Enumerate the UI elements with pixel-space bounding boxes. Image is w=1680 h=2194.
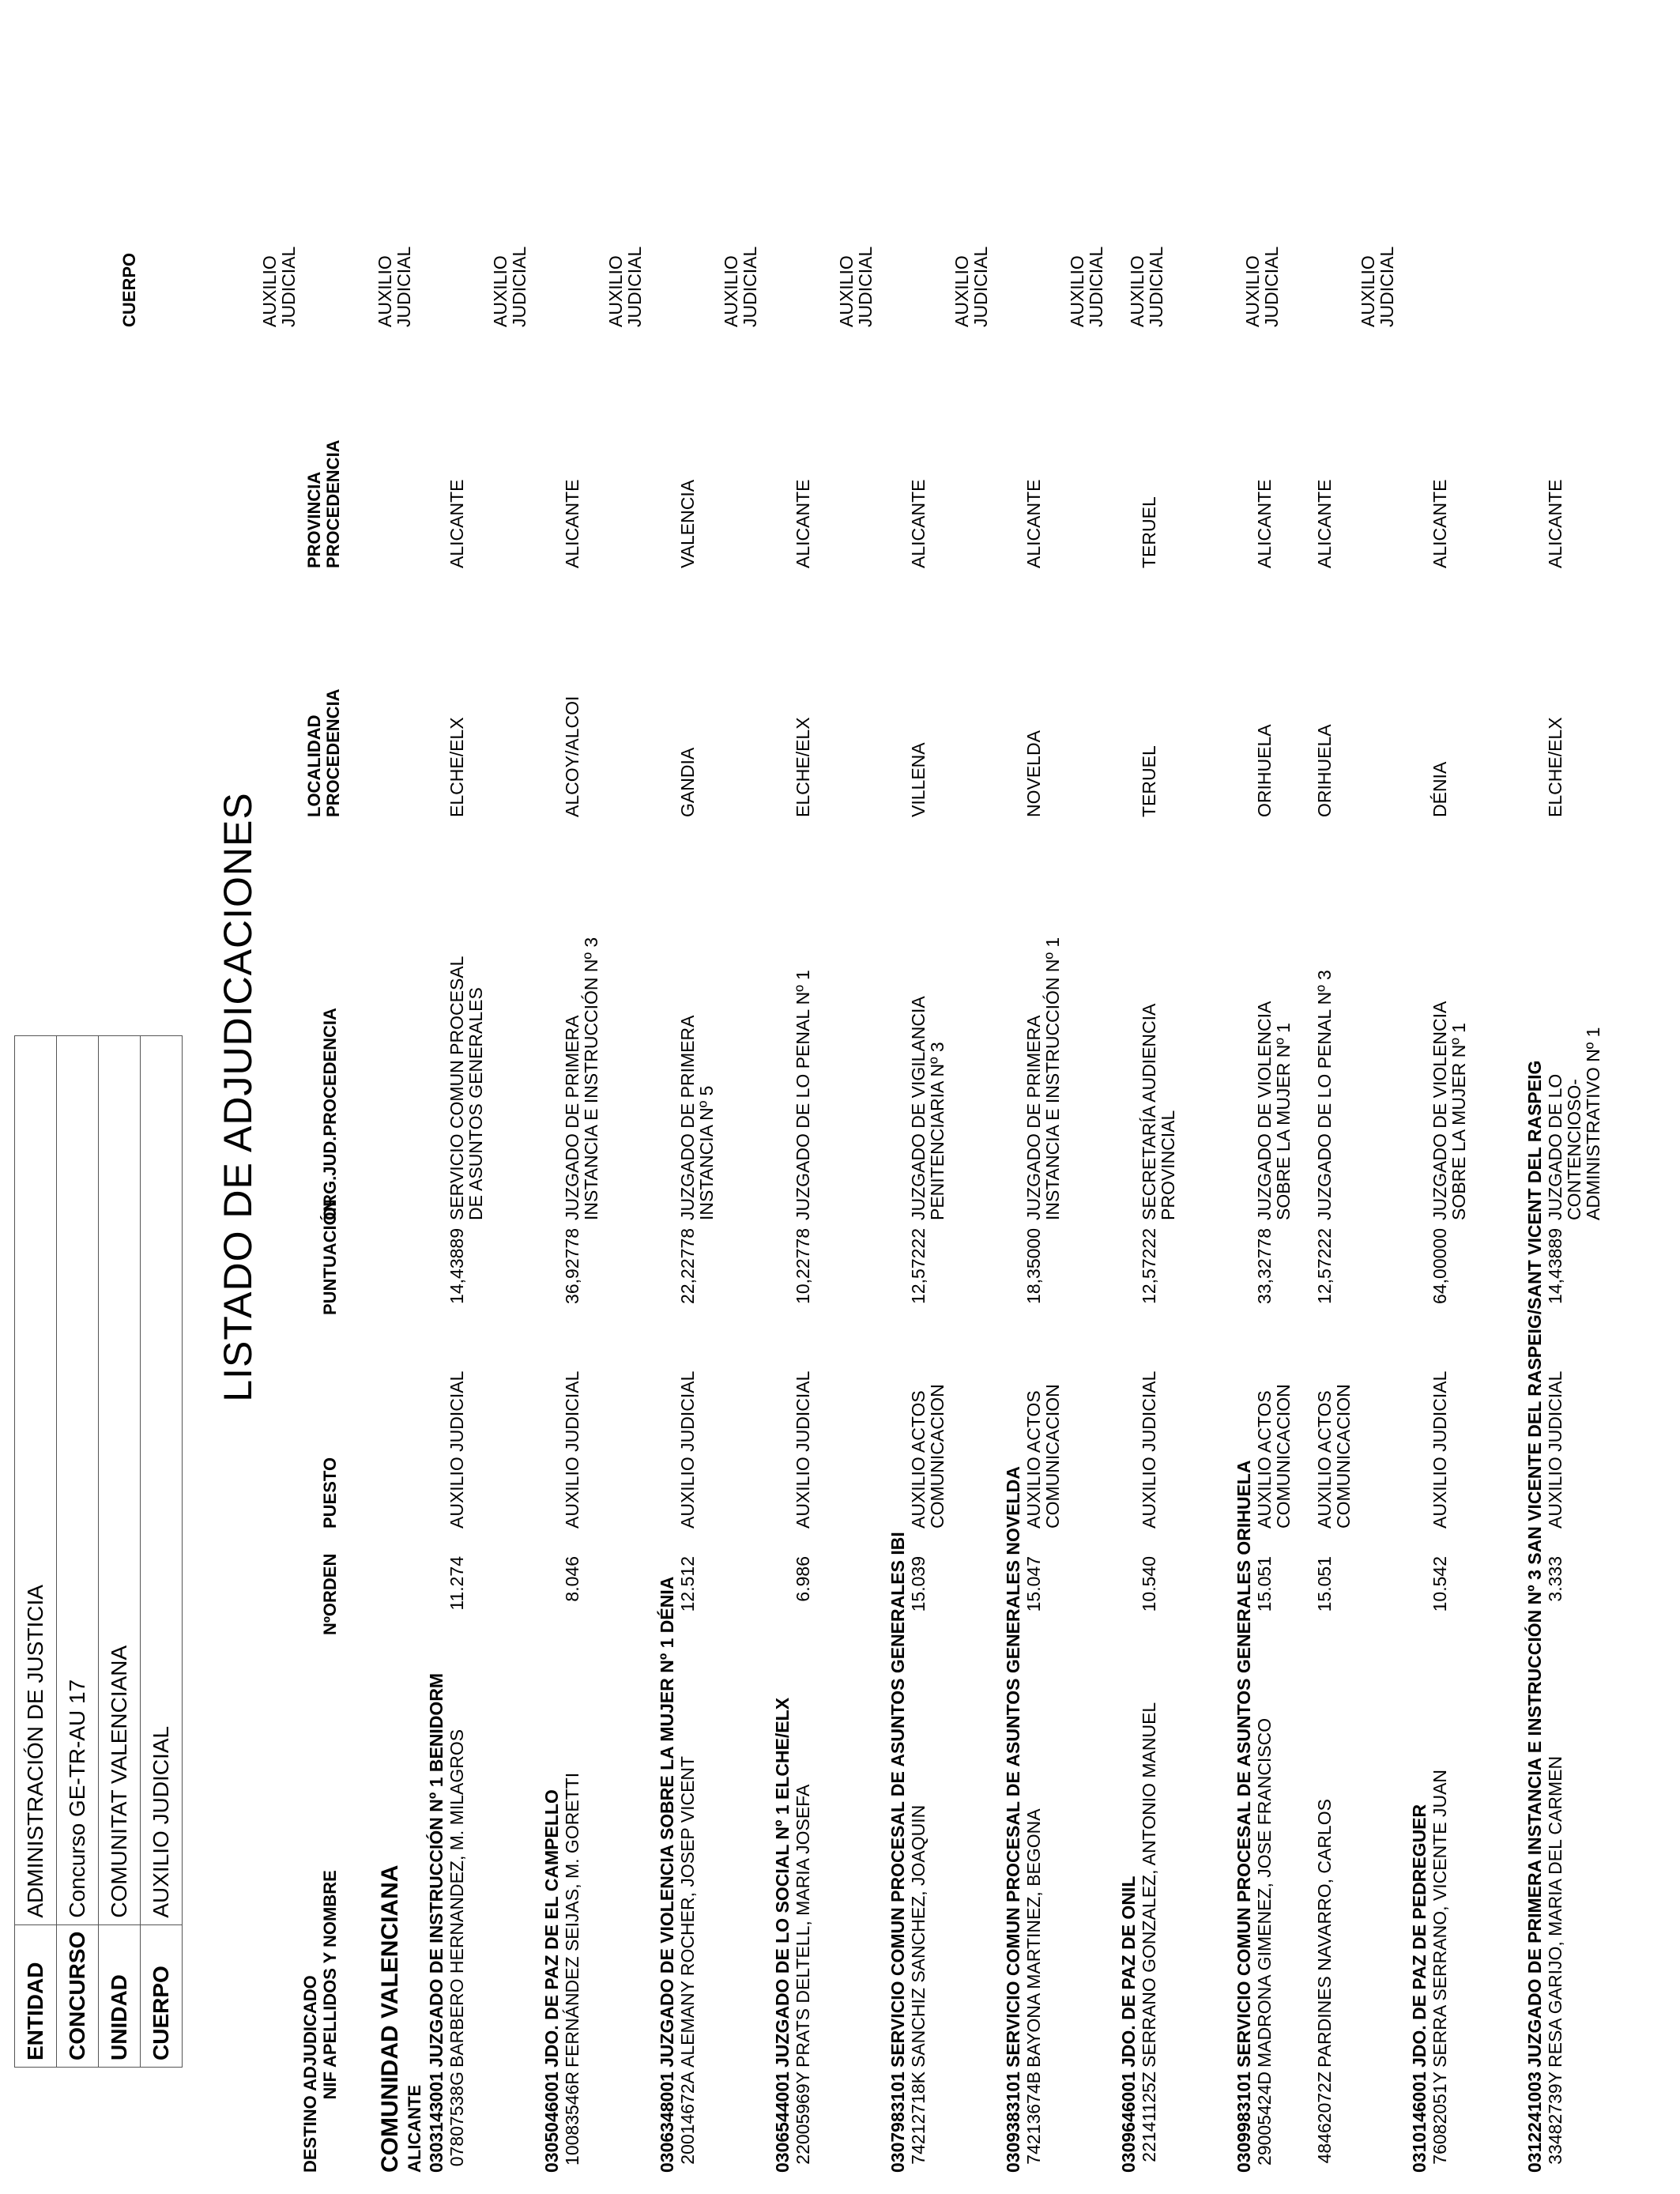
org-cell [1546,1027,1603,1220]
destination-name: SERVICIO COMUN PROCESAL DE ASUNTOS GENERALES NOVELDA [1003,1466,1023,2068]
info-row-unidad [99,1035,141,2067]
destination-code: 0306348001 [657,2071,677,2173]
org-cell [1139,1004,1177,1220]
puesto-cell-line: AUXILIO ACTOS [908,1390,929,1529]
provincia-cell: ALICANTE [1023,479,1044,568]
destination-code: 0305046001 [541,2071,562,2173]
orden-cell: 12.512 [677,1556,698,1612]
cuerpo-cell-line: AUXILIO [605,255,626,327]
puntuacion-cell: 14,43889 [1545,1228,1565,1304]
page-title: LISTADO DE ADJUDICACIONES [216,792,260,1402]
cuerpo-cell-line: JUDICIAL [1086,246,1106,327]
name-cell: BAYONA MARTINEZ, BEGONA [1023,1808,1044,2068]
org-cell [447,956,485,1220]
puesto-cell [678,1371,697,1529]
puntuacion-cell: 36,92778 [562,1228,582,1304]
org-cell-line: JUZGADO DE LO PENAL Nº 1 [793,970,813,1220]
puntuacion-cell: 33,32778 [1254,1228,1275,1304]
cuerpo-cell [952,247,990,327]
org-cell-line: SOBRE LA MUJER Nº 1 [1273,1023,1294,1220]
localidad-cell: ELCHE/ELX [446,717,467,817]
org-cell [793,970,812,1220]
puesto-cell [1546,1371,1565,1529]
puesto-cell-line: AUXILIO JUDICIAL [793,1370,813,1529]
cuerpo-cell-line: AUXILIO [1242,255,1263,327]
org-cell [1024,937,1062,1220]
cuerpo-cell-line: AUXILIO [721,255,741,327]
puesto-cell [447,1371,466,1529]
col-localidad-line2: PROCEDENCIA [323,688,343,817]
col-puesto: PUESTO [320,1457,340,1529]
info-row-cuerpo [141,1035,183,2067]
info-key: ENTIDAD [15,1924,57,2067]
info-row-entidad [15,1035,57,2067]
org-cell-line: JUZGADO DE PRIMERA [1023,1015,1044,1220]
info-key: CUERPO [141,1924,183,2067]
name-cell: SANCHIZ SANCHEZ, JOAQUIN [908,1804,929,2068]
destination-name: JUZGADO DE PRIMERA INSTANCIA E INSTRUCCIÓN Nº 3 SAN VICENTE DEL RASPEIG/SANT VICENT DEL RASPEIG [1524,1060,1545,2068]
destination-code: 0309646001 [1118,2071,1139,2173]
org-cell [1255,1001,1293,1220]
puesto-cell [563,1371,582,1529]
puesto-cell-line: AUXILIO JUDICIAL [1139,1370,1159,1529]
cuerpo-cell-line: JUDICIAL [624,246,645,327]
destination-code: 0309383101 [1003,2071,1023,2173]
localidad-cell: NOVELDA [1023,730,1044,817]
org-cell [1430,1001,1468,1220]
name-cell: ALEMANY ROCHER, JOSEP VICENT [677,1755,698,2068]
puntuacion-cell: 18,35000 [1023,1228,1044,1304]
puesto-cell-line: COMUNICACION [1333,1384,1354,1529]
destination-code: 0303143001 [426,2071,446,2173]
puesto-cell [1315,1384,1353,1529]
puesto-cell-line: COMUNICACION [1042,1384,1063,1529]
cuerpo-cell-line: AUXILIO [1127,255,1147,327]
orden-cell: 3.333 [1545,1556,1565,1602]
puesto-cell-line: AUXILIO JUDICIAL [1545,1370,1565,1529]
nif-cell: 48462072Z [1314,2071,1335,2164]
puesto-cell [1430,1371,1449,1529]
nif-cell: 76082051Y [1430,2071,1450,2165]
puesto-cell-line: AUXILIO JUDICIAL [1430,1370,1450,1529]
cuerpo-cell [1243,247,1281,327]
name-cell: BARBERO HERNANDEZ, M. MILAGROS [446,1728,467,2068]
provincia-cell: VALENCIA [677,479,698,568]
col-org: ORG.JUD.PROCEDENCIA [320,1008,340,1220]
info-row-concurso [57,1035,99,2067]
provincia-cell: ALICANTE [1430,479,1450,568]
puesto-cell-line: AUXILIO ACTOS [1314,1390,1335,1529]
orden-cell: 11.274 [446,1556,467,1611]
nif-cell: 20014672A [677,2071,698,2165]
puesto-cell-line: COMUNICACION [927,1384,947,1529]
org-cell-line: JUZGADO DE VIOLENCIA [1254,1001,1275,1220]
localidad-cell: TERUEL [1139,745,1159,817]
puntuacion-cell: 22,22778 [677,1228,698,1304]
localidad-cell: ELCHE/ELX [793,717,813,817]
puesto-cell [1139,1371,1158,1529]
puesto-cell-line: AUXILIO ACTOS [1023,1390,1044,1529]
col-localidad-line1: LOCALIDAD [304,714,324,817]
provincia-cell: ALICANTE [1545,479,1565,568]
col-cuerpo: CUERPO [119,252,139,327]
puesto-cell [793,1371,812,1529]
puesto-cell [1255,1384,1293,1529]
localidad-cell: GANDIA [677,747,698,817]
cuerpo-cell-line: JUDICIAL [1261,246,1282,327]
cuerpo-cell-line: JUDICIAL [1377,246,1397,327]
localidad-cell: ALCOY/ALCOI [562,696,582,817]
puntuacion-cell: 12,57222 [1314,1228,1335,1304]
destination-header [887,0,909,2173]
destino-label: DESTINO ADJUDICADO [300,1975,320,2173]
org-cell-line: CONTENCIOSO- [1564,1079,1584,1220]
org-cell-line: INSTANCIA E INSTRUCCIÓN Nº 3 [581,937,601,1220]
info-value: AUXILIO JUDICIAL [141,1035,183,1924]
cuerpo-cell-line: JUDICIAL [509,246,529,327]
info-value: ADMINISTRACIÓN DE JUSTICIA [15,1035,57,1924]
info-key: UNIDAD [99,1924,141,2067]
info-key: CONCURSO [57,1924,99,2067]
orden-cell: 15.047 [1023,1556,1044,1612]
org-cell-line: SOBRE LA MUJER Nº 1 [1448,1023,1469,1220]
org-cell-line: JUZGADO DE PRIMERA [562,1015,582,1220]
col-localidad [305,688,343,817]
orden-cell: 15.051 [1314,1556,1335,1612]
province-label: ALICANTE [405,2084,424,2173]
destination-name: JUZGADO DE INSTRUCCIÓN Nº 1 BENIDORM [426,1672,446,2068]
org-cell-line: JUZGADO DE LO [1545,1073,1565,1220]
nif-cell: 10083546R [562,2071,582,2166]
provincia-cell: ALICANTE [793,479,813,568]
org-cell [678,1016,716,1220]
org-cell-line: JUZGADO DE VIOLENCIA [1430,1001,1450,1220]
cuerpo-cell-line: JUDICIAL [278,246,299,327]
destination-header [656,0,678,2173]
col-provincia-line1: PROVINCIA [304,471,324,568]
nif-cell: 33482739Y [1545,2071,1565,2165]
orden-cell: 10.542 [1430,1556,1450,1612]
provincia-cell: TERUEL [1139,496,1159,568]
name-cell: SERRANO GONZALEZ, ANTONIO MANUEL [1139,1702,1159,2068]
destination-header [541,0,563,2173]
orden-cell: 10.540 [1139,1556,1159,1612]
org-cell-line: PROVINCIAL [1158,1110,1178,1220]
org-cell-line: INSTANCIA E INSTRUCCIÓN Nº 1 [1042,937,1063,1220]
cuerpo-cell-line: AUXILIO [836,255,857,327]
localidad-cell: VILLENA [908,742,929,817]
col-provincia [305,439,343,568]
col-puntuacion: PUNTUACIÓN [320,1199,340,1315]
name-cell: PRATS DELTELL, MARIA JOSEFA [793,1784,813,2068]
name-cell: FERNÁNDEZ SEIJAS, M. GORETTI [562,1772,582,2068]
nif-cell: 22005969Y [793,2071,813,2165]
org-cell [1315,970,1334,1220]
puntuacion-cell: 12,57222 [1139,1228,1159,1304]
puesto-cell-line: AUXILIO JUDICIAL [677,1370,698,1529]
destination-header [1002,0,1024,2173]
cuerpo-cell-line: AUXILIO [1358,255,1378,327]
destination-code: 0310146001 [1409,2071,1430,2173]
org-cell-line: PENITENCIARIA Nº 3 [927,1042,947,1220]
puesto-cell-line: AUXILIO JUDICIAL [562,1370,582,1529]
cuerpo-cell-line: AUXILIO [490,255,510,327]
puesto-cell-line: AUXILIO ACTOS [1254,1390,1275,1529]
col-orden: NºORDEN [320,1553,340,1635]
org-cell-line: ADMINISTRATIVO Nº 1 [1583,1027,1603,1220]
org-cell-line: JUZGADO DE VIGILANCIA [908,996,929,1220]
provincia-cell: ALICANTE [446,479,467,568]
cuerpo-cell-line: JUDICIAL [394,246,414,327]
destination-header [1408,0,1430,2173]
orden-cell: 6.986 [793,1556,813,1602]
col-nif: NIF [320,2071,340,2100]
nif-cell: 07807538G [446,2071,467,2167]
destination-name: JDO. DE PAZ DE EL CAMPELLO [541,1789,562,2068]
cuerpo-cell [260,247,298,327]
info-value: COMUNITAT VALENCIANA [99,1035,141,1924]
orden-cell: 15.039 [908,1556,929,1612]
destination-header [771,0,793,2173]
orden-cell: 8.046 [562,1556,582,1602]
name-cell: SERRA SERRANO, VICENTE JUAN [1430,1769,1450,2068]
org-cell-line: SECRETARÍA AUDIENCIA [1139,1003,1159,1220]
cuerpo-cell [1358,247,1396,327]
destination-header [425,0,447,2173]
provincia-cell: ALICANTE [1314,479,1335,568]
provincia-cell: ALICANTE [1254,479,1275,568]
col-name: APELLIDOS Y NOMBRE [320,1870,340,2068]
org-cell [563,937,601,1220]
destination-code: 0306544001 [772,2071,793,2173]
destination-name: JDO. DE PAZ DE ONIL [1118,1875,1139,2068]
region-label: COMUNIDAD VALENCIANA [377,1864,403,2173]
orden-cell: 15.051 [1254,1556,1275,1612]
cuerpo-cell-line: AUXILIO [375,255,395,327]
col-provincia-line2: PROCEDENCIA [323,439,343,568]
puesto-cell [909,1384,947,1529]
cuerpo-cell [837,247,875,327]
cuerpo-cell-line: JUDICIAL [1146,246,1166,327]
org-cell-line: JUZGADO DE LO PENAL Nº 3 [1314,970,1335,1220]
destination-name: JDO. DE PAZ DE PEDREGUER [1409,1804,1430,2068]
info-value: Concurso GE-TR-AU 17 [57,1035,99,1924]
cuerpo-cell-line: AUXILIO [1067,255,1087,327]
provincia-cell: ALICANTE [908,479,929,568]
name-cell: PARDINES NAVARRO, CARLOS [1314,1799,1335,2068]
nif-cell: 74213674B [1023,2071,1044,2165]
cuerpo-cell [606,247,644,327]
destination-name: JUZGADO DE LO SOCIAL Nº 1 ELCHE/ELX [772,1697,793,2068]
cuerpo-cell [491,247,529,327]
localidad-cell: ORIHUELA [1254,724,1275,817]
puntuacion-cell: 14,43889 [446,1228,467,1304]
puesto-cell [1024,1384,1062,1529]
nif-cell: 22141125Z [1139,2071,1159,2162]
cuerpo-cell-line: JUDICIAL [740,246,760,327]
org-cell-line: SERVICIO COMUN PROCESAL [446,956,467,1220]
provincia-cell: ALICANTE [562,479,582,568]
cuerpo-cell-line: JUDICIAL [855,246,876,327]
name-cell: RESA GARIJO, MARIA DEL CARMEN [1545,1755,1565,2068]
org-cell-line: INSTANCIA Nº 5 [696,1085,717,1220]
org-cell-line: DE ASUNTOS GENERALES [465,987,486,1220]
nif-cell: 29005424D [1254,2071,1275,2166]
destination-header [1524,0,1546,2173]
name-cell: MADRONA GIMENEZ, JOSE FRANCISCO [1254,1717,1275,2068]
puntuacion-cell: 10,22778 [793,1228,813,1304]
destination-name: SERVICIO COMUN PROCESAL DE ASUNTOS GENERALES IBI [887,1532,908,2068]
org-cell-line: JUZGADO DE PRIMERA [677,1015,698,1220]
destination-code: 0312241003 [1524,2071,1545,2173]
cuerpo-cell-line: JUDICIAL [970,246,991,327]
destination-name: SERVICIO COMUN PROCESAL DE ASUNTOS GENERALES ORIHUELA [1234,1460,1254,2068]
localidad-cell: ELCHE/ELX [1545,717,1565,817]
localidad-cell: DÉNIA [1430,761,1450,817]
cuerpo-cell-line: AUXILIO [951,255,972,327]
localidad-cell: ORIHUELA [1314,724,1335,817]
cuerpo-cell [1068,247,1106,327]
puesto-cell-line: AUXILIO JUDICIAL [446,1370,467,1529]
destination-code: 0309983101 [1234,2071,1254,2173]
cuerpo-cell-line: AUXILIO [259,255,280,327]
cuerpo-cell [721,247,759,327]
info-box [14,1035,183,2068]
cuerpo-cell [375,247,413,327]
puesto-cell-line: COMUNICACION [1273,1384,1294,1529]
destination-name: JUZGADO DE VIOLENCIA SOBRE LA MUJER Nº 1 DÉNIA [657,1576,677,2068]
puntuacion-cell: 12,57222 [908,1228,929,1304]
org-cell [909,996,947,1220]
puntuacion-cell: 64,00000 [1430,1228,1450,1304]
cuerpo-cell [1128,247,1166,327]
destination-code: 0307983101 [887,2071,908,2173]
nif-cell: 74212718K [908,2071,929,2165]
